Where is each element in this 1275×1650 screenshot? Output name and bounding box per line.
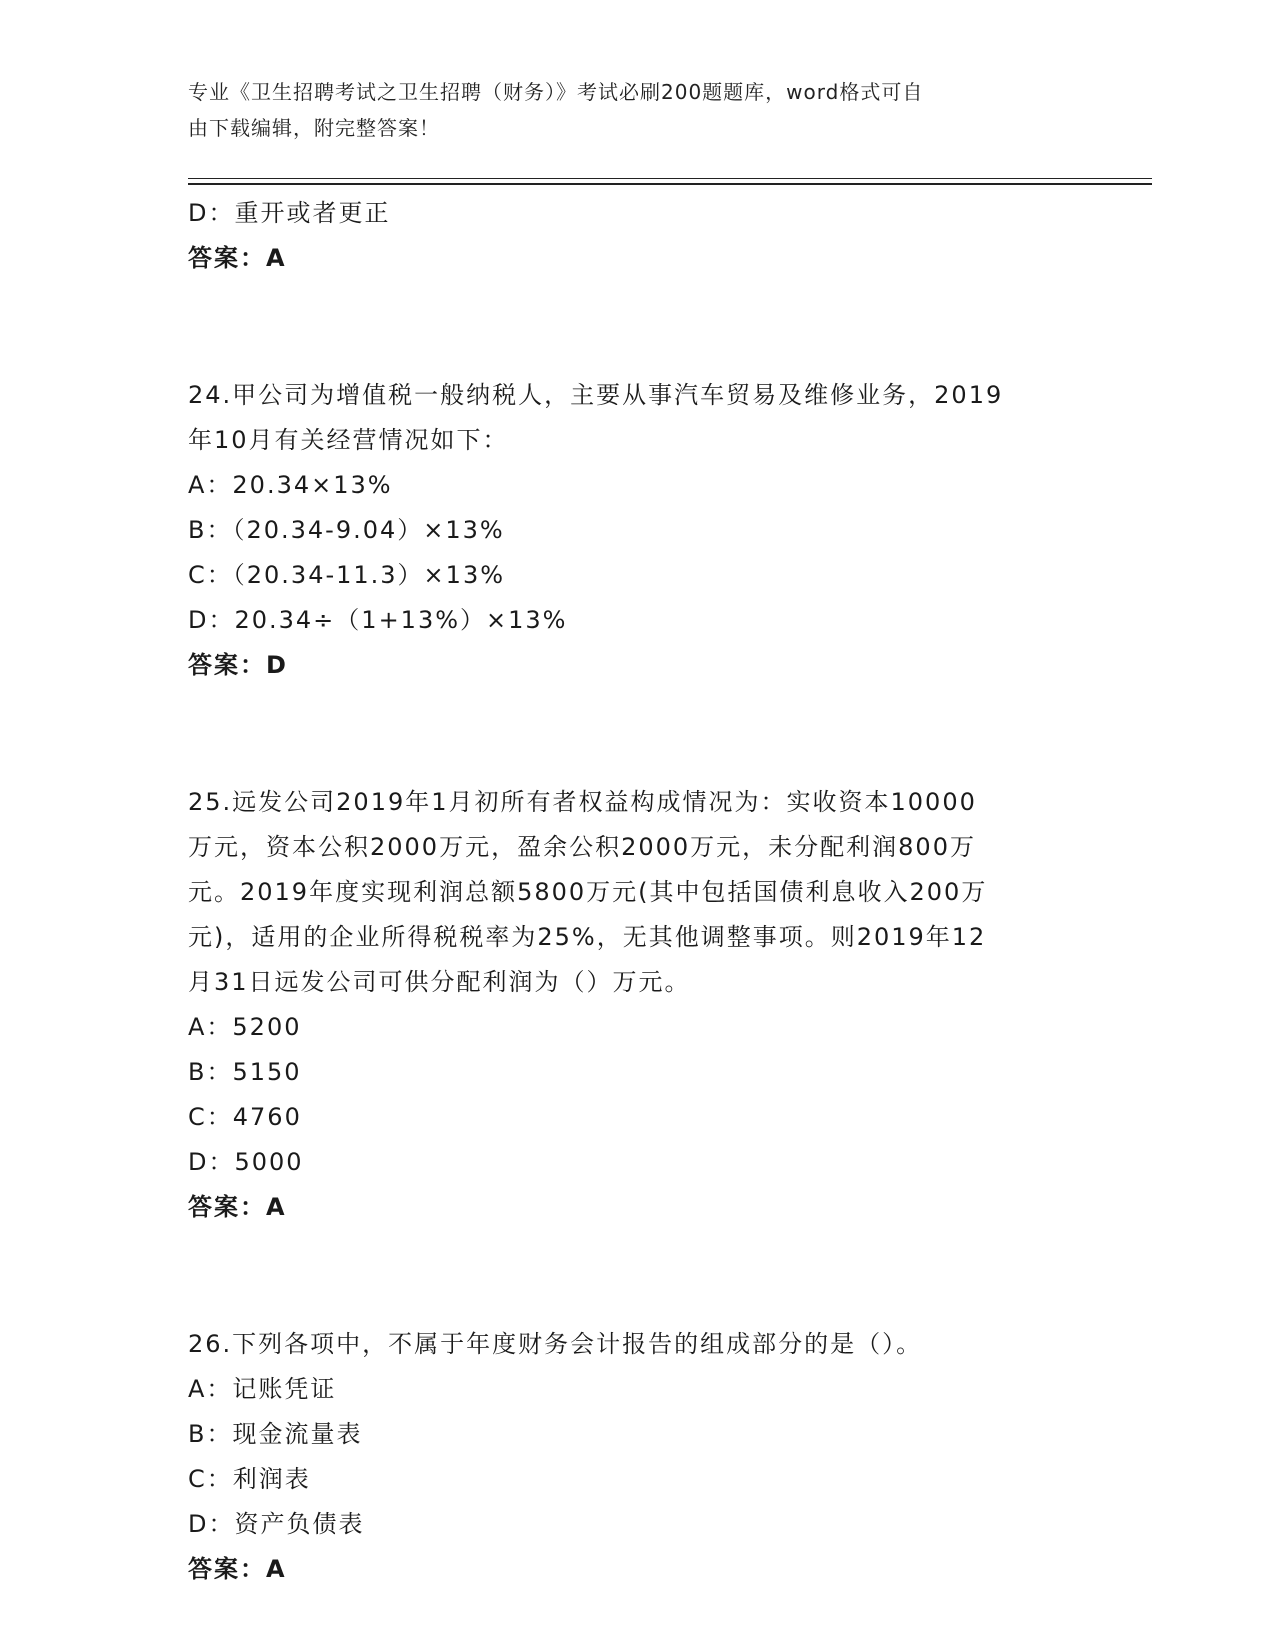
- spacer: [188, 688, 1078, 780]
- question-list: [188, 191, 1078, 1592]
- question-stem-line: 元)，适用的企业所得税税率为25%，无其他调整事项。则2019年12: [188, 923, 987, 951]
- option-c: C：（20.34-11.3）×13%: [188, 561, 506, 589]
- option-a: A：20.34×13%: [188, 471, 393, 499]
- question-24: [188, 373, 1078, 688]
- spacer: [188, 281, 1078, 373]
- question-stem-line: 26.下列各项中，不属于年度财务会计报告的组成部分的是（）。: [188, 1330, 923, 1358]
- header-line-1: 专业《卫生招聘考试之卫生招聘（财务）》考试必刷200题题库，word格式可自: [188, 80, 924, 104]
- option-a: A：记账凭证: [188, 1375, 337, 1403]
- question-stem-line: 25.远发公司2019年1月初所有者权益构成情况为：实收资本10000: [188, 788, 977, 816]
- header-line-2: 由下载编辑，附完整答案！: [188, 116, 440, 140]
- option-a: A：5200: [188, 1013, 302, 1041]
- header-divider-thick: [188, 183, 1152, 185]
- option-d: D：5000: [188, 1148, 304, 1176]
- option-d: D：重开或者更正: [188, 199, 391, 227]
- question-25: [188, 780, 1078, 1230]
- option-d: D：资产负债表: [188, 1510, 365, 1538]
- answer-line: 答案：A: [188, 1555, 287, 1583]
- option-b: B：（20.34-9.04）×13%: [188, 516, 505, 544]
- question-26: [188, 1322, 1078, 1592]
- option-d: D：20.34÷（1+13%）×13%: [188, 606, 568, 634]
- spacer: [188, 1230, 1078, 1322]
- question-stem-line: 元。2019年度实现利润总额5800万元(其中包括国债利息收入200万: [188, 878, 988, 906]
- question-stem-line: 24.甲公司为增值税一般纳税人，主要从事汽车贸易及维修业务，2019: [188, 381, 1004, 409]
- document-header: [188, 74, 1068, 146]
- question-stem-line: 年10月有关经营情况如下：: [188, 426, 509, 454]
- answer-line: 答案：A: [188, 244, 287, 272]
- header-divider-thin: [188, 178, 1152, 179]
- option-b: B：5150: [188, 1058, 302, 1086]
- option-c: C：4760: [188, 1103, 302, 1131]
- question-stem-line: 月31日远发公司可供分配利润为（）万元。: [188, 968, 691, 996]
- option-b: B：现金流量表: [188, 1420, 363, 1448]
- option-c: C：利润表: [188, 1465, 311, 1493]
- question-stem-line: 万元，资本公积2000万元，盈余公积2000万元，未分配利润800万: [188, 833, 976, 861]
- answer-line: 答案：D: [188, 651, 288, 679]
- answer-line: 答案：A: [188, 1193, 287, 1221]
